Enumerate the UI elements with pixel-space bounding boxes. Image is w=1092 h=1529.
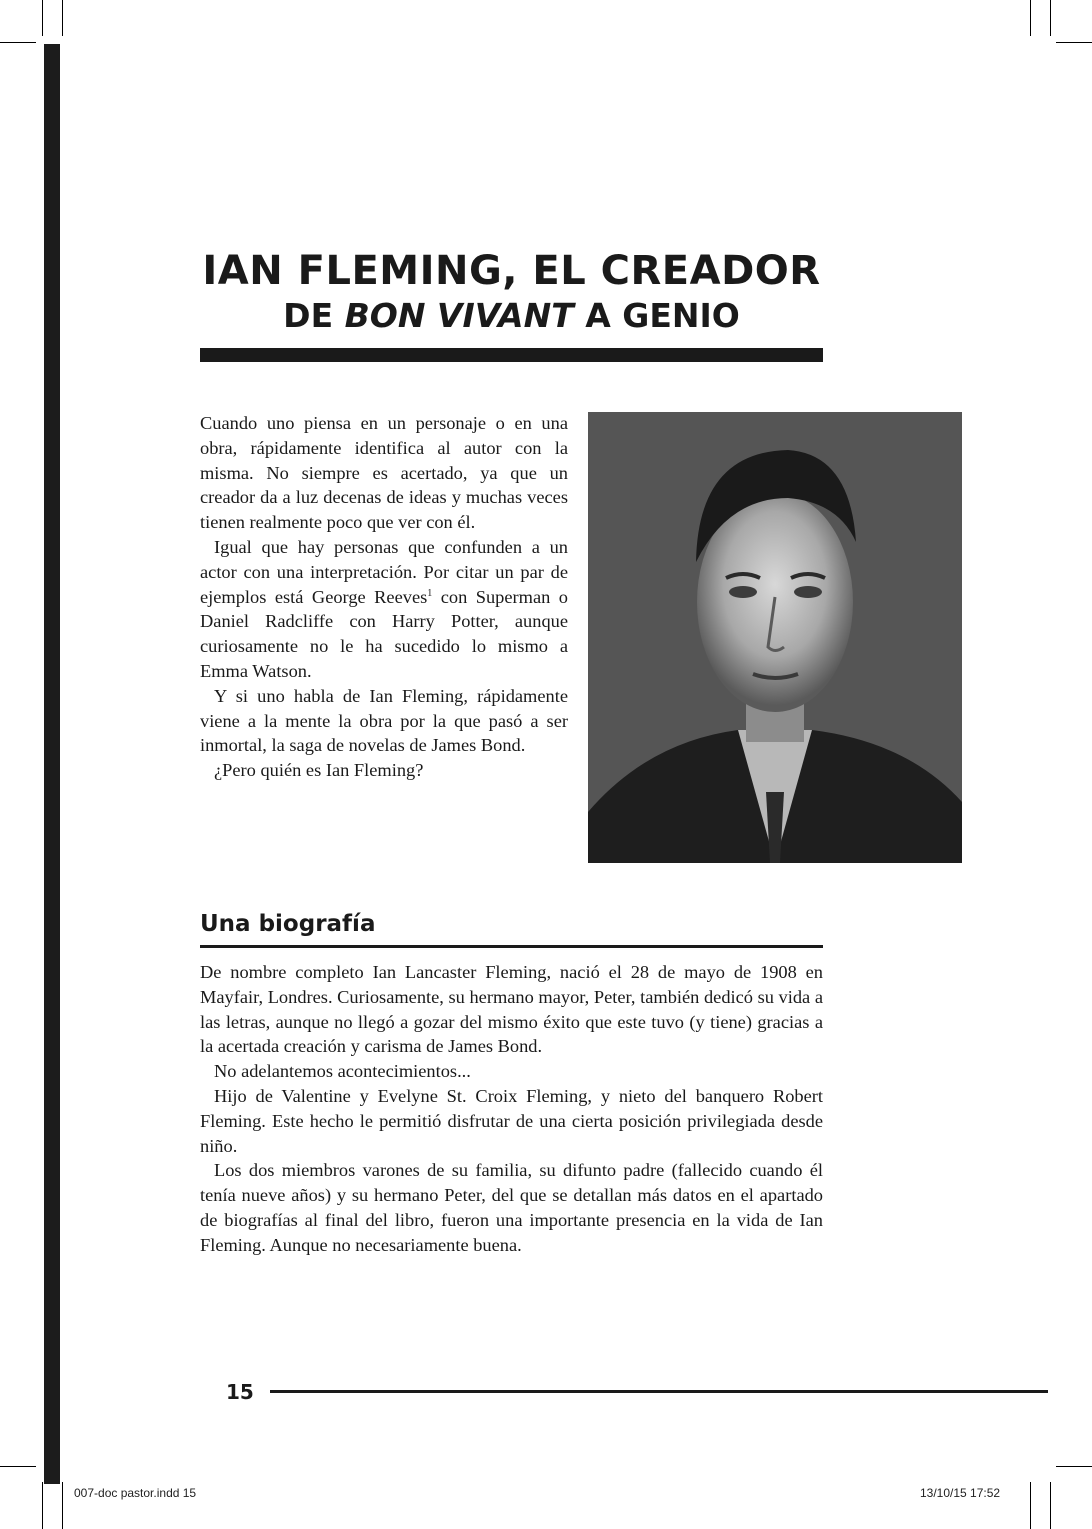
crop-mark <box>42 0 43 36</box>
crop-mark <box>0 42 36 43</box>
crop-mark <box>1050 1482 1051 1529</box>
portrait-photo <box>588 412 962 863</box>
crop-mark <box>0 1466 36 1467</box>
body-paragraph: Los dos miembros varones de su familia, su difunto padre (fallecido cuando él tenía nueve años) y su hermano Peter, del que se detallan más datos en el apartado de biografías al final del libro, fueron una importante presencia en la vida de Ian Fleming. Aunque no necesariamente buena. <box>200 1160 823 1255</box>
body-paragraph: Hijo de Valentine y Evelyne St. Croix Fleming, y nieto del banquero Robert Fleming. Este hecho le permitió disfrutar de una cierta posición privilegiada desde niño. <box>200 1085 823 1156</box>
crop-mark <box>1030 1482 1031 1529</box>
crop-mark <box>1056 42 1092 43</box>
footnote-ref: 1 <box>427 587 433 599</box>
intro-paragraph <box>200 535 568 684</box>
intro-text: con Superman o Daniel Radcliffe con Harry Potter, aunque curiosamente no le ha sucedido lo mismo a Emma Watson. <box>200 586 568 681</box>
crop-mark <box>42 1482 43 1529</box>
title-rule <box>200 348 823 362</box>
footer-rule <box>270 1390 1048 1393</box>
intro-paragraph: Cuando uno piensa en un personaje o en una obra, rápidamente identifica al autor con la misma. No siempre es acertado, ya que un creador da a luz decenas de ideas y muchas veces tienen realmente poco que ver con él. <box>200 413 568 533</box>
section-rule <box>200 945 823 948</box>
intro-column <box>200 411 568 783</box>
chapter-subtitle <box>200 296 823 335</box>
crop-mark <box>62 1482 63 1529</box>
body-paragraph: De nombre completo Ian Lancaster Fleming, nació el 28 de mayo de 1908 en Mayfair, Londres. Curiosamente, su hermano mayor, Peter, también dedicó su vida a las letras, aunque no llegó a gozar del mismo éxito que este tuvo (y tiene) gracias a la acertada creación y carisma de James Bond. <box>200 962 823 1057</box>
subtitle-italic: BON VIVANT <box>344 296 574 335</box>
chapter-title: IAN FLEMING, EL CREADOR <box>202 248 821 294</box>
biography-text <box>200 960 823 1258</box>
crop-mark <box>1056 1466 1092 1467</box>
slug-filename: 007-doc pastor.indd 15 <box>74 1486 197 1500</box>
slug-timestamp: 13/10/15 17:52 <box>920 1486 1001 1500</box>
portrait-illustration <box>588 412 962 863</box>
page-number: 15 <box>226 1380 254 1404</box>
crop-mark <box>1030 0 1031 36</box>
crop-mark <box>1050 0 1051 36</box>
intro-paragraph: ¿Pero quién es Ian Fleming? <box>214 760 424 781</box>
body-paragraph: No adelantemos acontecimientos... <box>214 1061 471 1082</box>
page-spine-bar <box>44 44 60 1484</box>
section-heading: Una biografía <box>200 911 376 937</box>
intro-paragraph: Y si uno habla de Ian Fleming, rápidamente viene a la mente la obra por la que pasó a ser inmortal, la saga de novelas de James Bond. <box>200 685 568 756</box>
intro-text: Igual que hay personas que confunden a un actor con una interpretación. Por citar un par de ejemplos está George Reeves <box>200 536 568 607</box>
subtitle-post: A GENIO <box>573 296 740 335</box>
crop-mark <box>62 0 63 36</box>
subtitle-pre: DE <box>283 296 345 335</box>
